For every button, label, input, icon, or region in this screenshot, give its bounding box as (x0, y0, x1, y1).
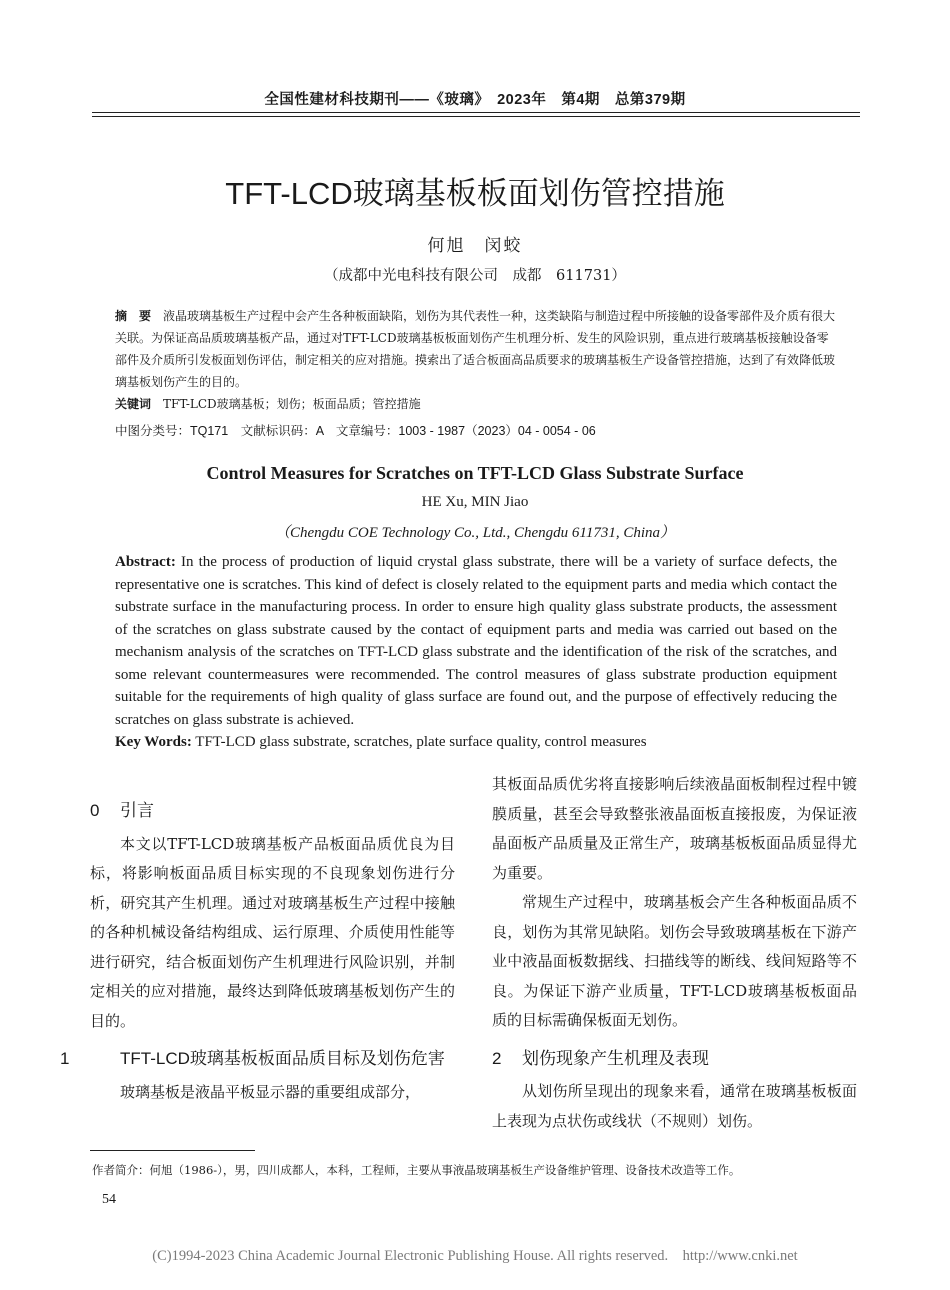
section-heading-1: 1 TFT-LCD玻璃基板板面品质目标及划伤危害 (60, 1049, 445, 1068)
keywords-zh-text: TFT-LCD玻璃基板；划伤；板面品质；管控措施 (163, 397, 421, 411)
authors-zh: 何旭 闵蛟 (427, 236, 523, 256)
paragraph-section1-cont: 其板面品质优劣将直接影响后续液晶面板制程过程中镀膜质量，甚至会导致整张液晶面板直接报废，为保证液晶面板产品质量及正常生产，玻璃基板板面品质显得尤为重要。 (492, 775, 857, 882)
author-footnote: 作者简介：何旭（1986-），男，四川成都人，本科，工程师，主要从事液晶玻璃基板生产设备维护管理、设备技术改造等工作。 (92, 1163, 741, 1177)
footnote-rule (90, 1150, 255, 1151)
keywords-en (115, 731, 837, 754)
keywords-en-text: TFT-LCD glass substrate, scratches, plate surface quality, control measures (195, 734, 647, 750)
section-heading-0: 0 引言 (90, 801, 154, 820)
keywords-en-label: Key Words: (115, 734, 192, 750)
article-title-zh: TFT-LCD玻璃基板板面划伤管控措施 (225, 176, 725, 211)
affiliation-en: （Chengdu COE Technology Co., Ltd., Chengdu 611731, China） (274, 525, 675, 541)
paragraph-intro: 本文以TFT-LCD玻璃基板产品板面品质优良为目标，将影响板面品质目标实现的不良现象划伤进行分析，研究其产生机理。通过对玻璃基板生产过程中接触的各种机械设备结构组成、运行原理、介质使用性能等进行研究，结合板面划伤产生机理进行风险识别，并制定相关的应对措施，最终达到降低玻璃基板划伤产生的目的。 (90, 834, 455, 1030)
page-number: 54 (102, 1192, 116, 1207)
abstract-zh-label: 摘 要 (115, 309, 152, 323)
abstract-zh-text: 液晶玻璃基板生产过程中会产生各种板面缺陷，划伤为其代表性一种，这类缺陷与制造过程中所接触的设备零部件及介质有很大关联。为保证高品质玻璃基板产品，通过对TFT-LCD玻璃基板板面划伤产生机理分析、发生的风险识别，重点进行玻璃基板接触设备零部件及介质所引发板面划伤评估，制定相关的应对措施。摸索出了适合板面高品质要求的玻璃基板生产设备管控措施，达到了有效降低玻璃基板划伤产生的目的。 (115, 309, 836, 389)
authors-en: HE Xu, MIN Jiao (421, 494, 529, 510)
body-right-column (492, 770, 857, 1136)
paragraph-section1-start: 玻璃基板是液晶平板显示器的重要组成部分， (120, 1082, 421, 1101)
abstract-en-text: In the process of production of liquid crystal glass substrate, there will be a variety of surface defects, the representative one is scratches. This kind of defect is closely related to the equipment parts and media which contact the substrate surface in the manufacturing process. In order to ensure high quality glass substrate products, the assessment of the scratches on glass substrate caused by the contact of equipment parts and media was carried out based on the mechanism analysis of the scratches on TFT-LCD glass substrate and the identification of the risk of the scratches, and some relevant countermeasures were recommended. The control measures of glass substrate production equipment suitable for the requirements of high quality of glass surface are found out, and the purpose of effectively reducing the scratches on glass substrate is achieved. (115, 554, 837, 728)
abstract-en-label: Abstract: (115, 554, 176, 570)
paragraph-production-defects: 常规生产过程中，玻璃基板会产生各种板面品质不良，划伤为其常见缺陷。划伤会导致玻璃基板在下游产业中液晶面板数据线、扫描线等的断线、线间短路等不良。为保证下游产业质量，TFT-LCD玻璃基板板面品质的目标需确保板面无划伤。 (492, 893, 857, 1029)
keywords-zh (115, 393, 837, 415)
paragraph-scratch-phenomena: 从划伤所呈现出的现象来看，通常在玻璃基板板面上表现为点状伤或线状（不规则）划伤。 (492, 1082, 857, 1130)
header-rule (92, 112, 860, 113)
journal-header: 全国性建材科技期刊——《玻璃》 2023年 第4期 总第379期 (264, 92, 686, 108)
body-left-column (60, 790, 455, 1107)
section-heading-2: 2 划伤现象产生机理及表现 (492, 1048, 709, 1068)
copyright-notice: (C)1994-2023 China Academic Journal Electronic Publishing House. All rights reserved. http://www.cnki.net (152, 1248, 798, 1264)
abstract-zh (115, 305, 837, 393)
classification-line: 中图分类号：TQ171 文献标识码：A 文章编号：1003 - 1987（2023）04 - 0054 - 06 (115, 424, 596, 438)
abstract-en (115, 551, 837, 731)
header-rule-thin (92, 116, 860, 117)
keywords-zh-label: 关键词 (115, 397, 152, 411)
article-title-en: Control Measures for Scratches on TFT-LCD Glass Substrate Surface (206, 463, 744, 483)
affiliation-zh: （成都中光电科技有限公司 成都 611731） (324, 268, 626, 284)
